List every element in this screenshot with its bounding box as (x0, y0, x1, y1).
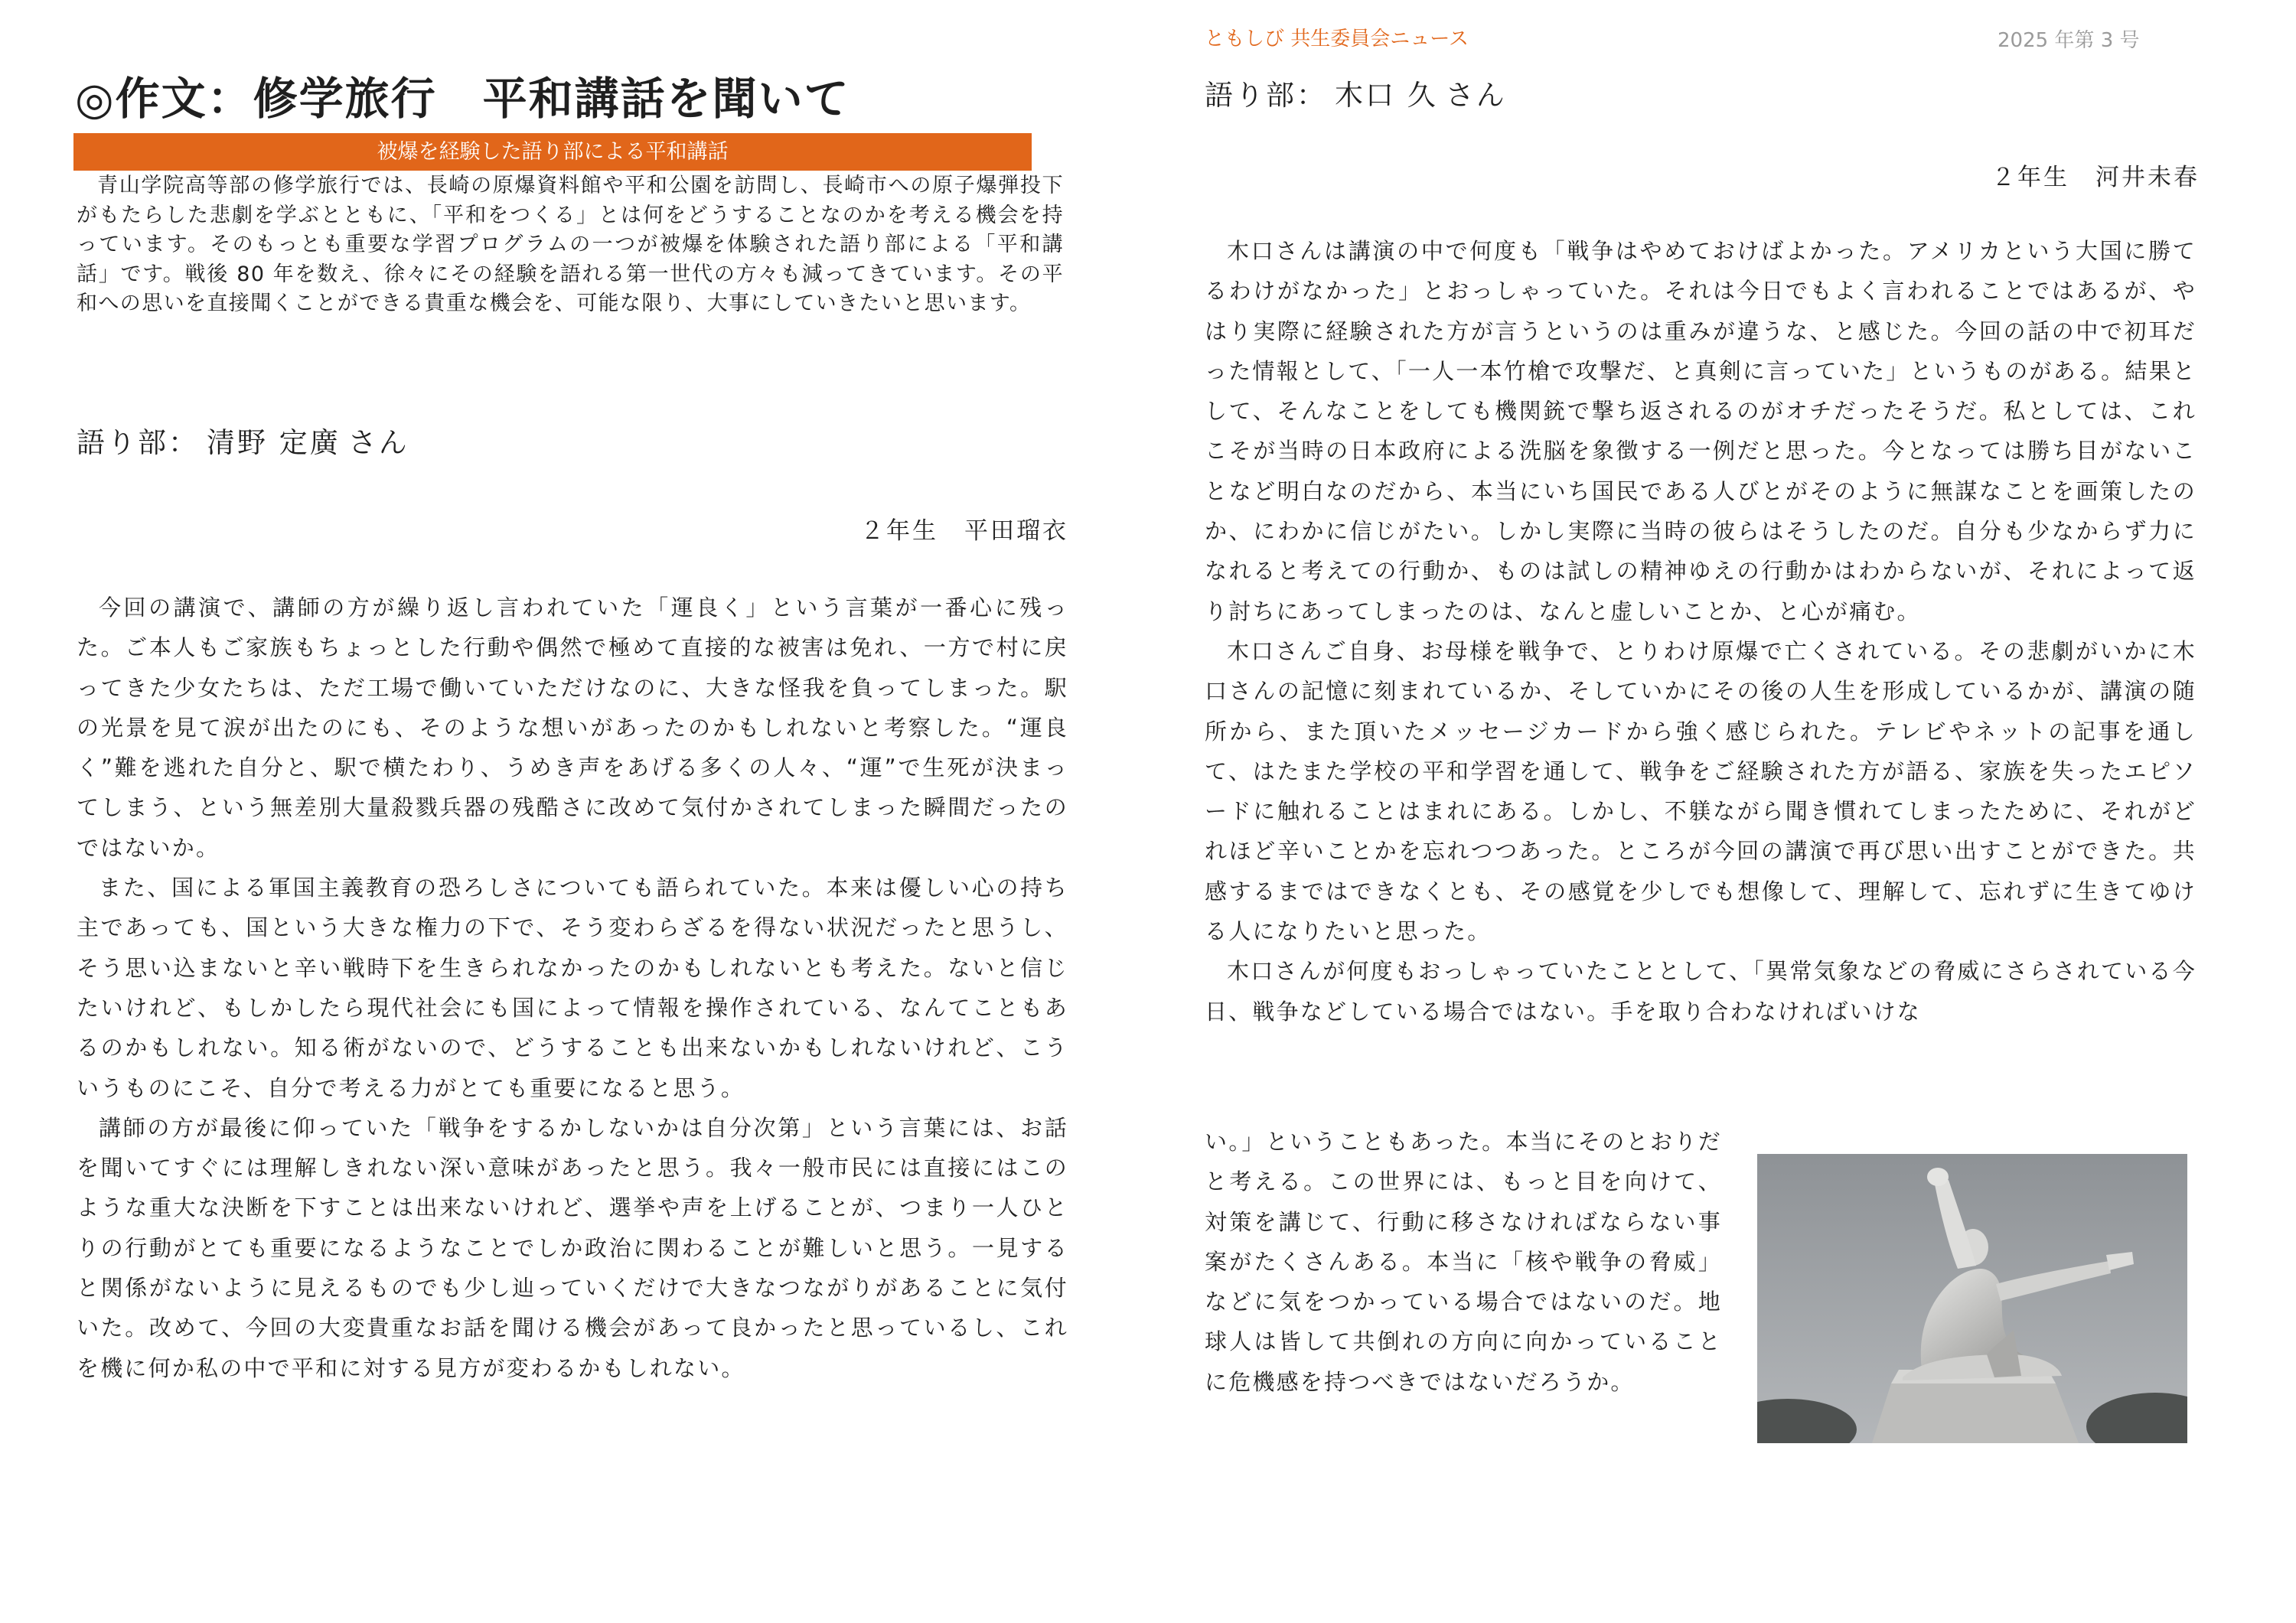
narrator-1-heading (77, 419, 409, 461)
essay-2-byline: ２年生 河井未春 (1991, 164, 2200, 191)
section-banner: 被爆を経験した語り部による平和講話 (73, 133, 1032, 171)
narrator-1-honorific: さん (347, 426, 409, 459)
statue-image (1757, 1154, 2187, 1443)
article-title (75, 63, 850, 127)
narrator-2-heading (1205, 72, 1507, 113)
essay-1-paragraph: 講師の方が最後に仰っていた「戦争をするかしないかは自分次第」という言葉には、お話を聞いてすぐには理解しきれない深い意味があったと思う。我々一般市民には直接にはこのような重大な決断を下すことは出来ないけれど、選挙や声を上げることが、つまり一人ひとりの行動がとても重要になるようなことでしか政治に関わることが難しいと思う。一見すると関係がないように見えるものでも少し辿っていくだけで大きなつながりがあることに気付いた。改めて、今回の大変貴重なお話を聞ける機会があって良かったと思っているし、これを機に何か私の中で平和に対する見方が変わるかもしれない。 (77, 1114, 1068, 1381)
essay-2-paragraph: 木口さんが何度もおっしゃっていたこととして、「異常気象などの脅威にさらされている今日、戦争などしている場合ではない。手を取り合わなければいけな (1205, 958, 2197, 1025)
intro-paragraph: 青山学院高等部の修学旅行では、長崎の原爆資料館や平和公園を訪問し、長崎市への原子爆弾投下がもたらした悲劇を学ぶとともに、「平和をつくる」とは何をどうすることなのかを考える機会を持っています。そのもっとも重要な学習プログラムの一つが被爆を体験された語り部による「平和講話」です。戦後 80 年を数え、徐々にその経験を語れる第一世代の方々も減ってきています。その平和への思いを直接聞くことができる貴重な機会を、可能な限り、大事にしていきたいと思います。 (77, 174, 1064, 315)
narrator-2-label: 語り部： (1205, 79, 1327, 112)
essay-2-body (1205, 231, 2197, 1031)
essay-2-paragraph: 木口さんご自身、お母様を戦争で、とりわけ原爆で亡くされている。その悲劇がいかに木口さんの記憶に刻まれているか、そしていかにその後の人生を形成しているかが、講演の随所から、また頂いたメッセージカードから強く感じられた。テレビやネットの記事を通して、はたまた学校の平和学習を通して、戦争をご経験された方が語る、家族を失ったエピソードに触れることはまれにある。しかし、不躾ながら聞き慣れてしまったために、それがどれほど辛いことかを忘れつつあった。ところが今回の講演で再び思い出すことができた。共感するまではできなくとも、その感覚を少しでも想像して、理解して、忘れずに生きてゆける人になりたいと思った。 (1205, 637, 2197, 945)
essay-1-body (77, 588, 1068, 1388)
bullet-mark: ◎ (75, 73, 116, 125)
peace-statue-photo (1757, 1154, 2187, 1443)
narrator-1-name: 清野 定廣 (207, 426, 341, 459)
narrator-1-label: 語り部： (77, 426, 199, 459)
article-title-text: 作文：修学旅行 平和講話を聞いて (115, 73, 850, 125)
newsletter-name: ともしび 共生委員会ニュース (1205, 28, 1469, 51)
essay-2-continuation (1205, 1122, 1722, 1402)
essay-2-paragraph-tail: い。」ということもあった。本当にそのとおりだと考える。この世界には、もっと目を向けて、対策を講じて、行動に移さなければならない事案がたくさんある。本当に「核や戦争の脅威」などに気をつかっている場合ではないのだ。地球人は皆して共倒れの方向に向かっていることに危機感を持つべきではないだろうか。 (1205, 1129, 1722, 1395)
narrator-2-honorific: さん (1445, 79, 1507, 112)
narrator-2-name: 木口 久 (1335, 79, 1438, 112)
essay-2-paragraph: 木口さんは講演の中で何度も「戦争はやめておけばよかった。アメリカという大国に勝てるわけがなかった」とおっしゃっていた。それは今日でもよく言われることではあるが、やはり実際に経験された方が言うというのは重みが違うな、と感じた。今回の話の中で初耳だった情報として、「一人一本竹槍で攻撃だ、と真剣に言っていた」というものがある。結果として、そんなことをしても機関銃で撃ち返されるのがオチだったそうだ。私としては、これこそが当時の日本政府による洗脳を象徴する一例だと思った。今となっては勝ち目がないことなど明白なのだから、本当にいち国民である人びとがそのように無謀なことを画策したのか、にわかに信じがたい。しかし実際に当時の彼らはそうしたのだ。自分も少なからず力になれると考えての行動か、ものは試しの精神ゆえの行動かはわからないが、それによって返り討ちにあってしまったのは、なんと虚しいことか、と心が痛む。 (1205, 238, 2197, 624)
essay-1-paragraph: また、国による軍国主義教育の恐ろしさについても語られていた。本来は優しい心の持ち主であっても、国という大きな権力の下で、そう変わらざるを得ない状況だったと思うし、そう思い込まないと辛い戦時下を生きられなかったのかもしれないとも考えた。ないと信じたいけれど、もしかしたら現代社会にも国によって情報を操作されている、なんてこともあるのかもしれない。知る術がないので、どうすることも出来ないかもしれないけれど、こういうものにこそ、自分で考える力がとても重要になると思う。 (77, 875, 1068, 1101)
essay-1-paragraph: 今回の講演で、講師の方が繰り返し言われていた「運良く」という言葉が一番心に残った。ご本人もご家族もちょっとした行動や偶然で極めて直接的な被害は免れ、一方で村に戻ってきた少女たちは、ただ工場で働いていただけなのに、大きな怪我を負ってしまった。駅の光景を見て涙が出たのにも、そのような想いがあったのかもしれないと考察した。“運良く”難を逃れた自分と、駅で横たわり、うめき声をあげる多くの人々、“運”で生死が決まってしまう、という無差別大量殺戮兵器の残酷さに改めて気付かされてしまった瞬間だったのではないか。 (77, 595, 1068, 861)
essay-1-byline: ２年生 平田瑠衣 (860, 517, 1068, 545)
issue-number: 2025 年第 3 号 (1998, 29, 2140, 52)
